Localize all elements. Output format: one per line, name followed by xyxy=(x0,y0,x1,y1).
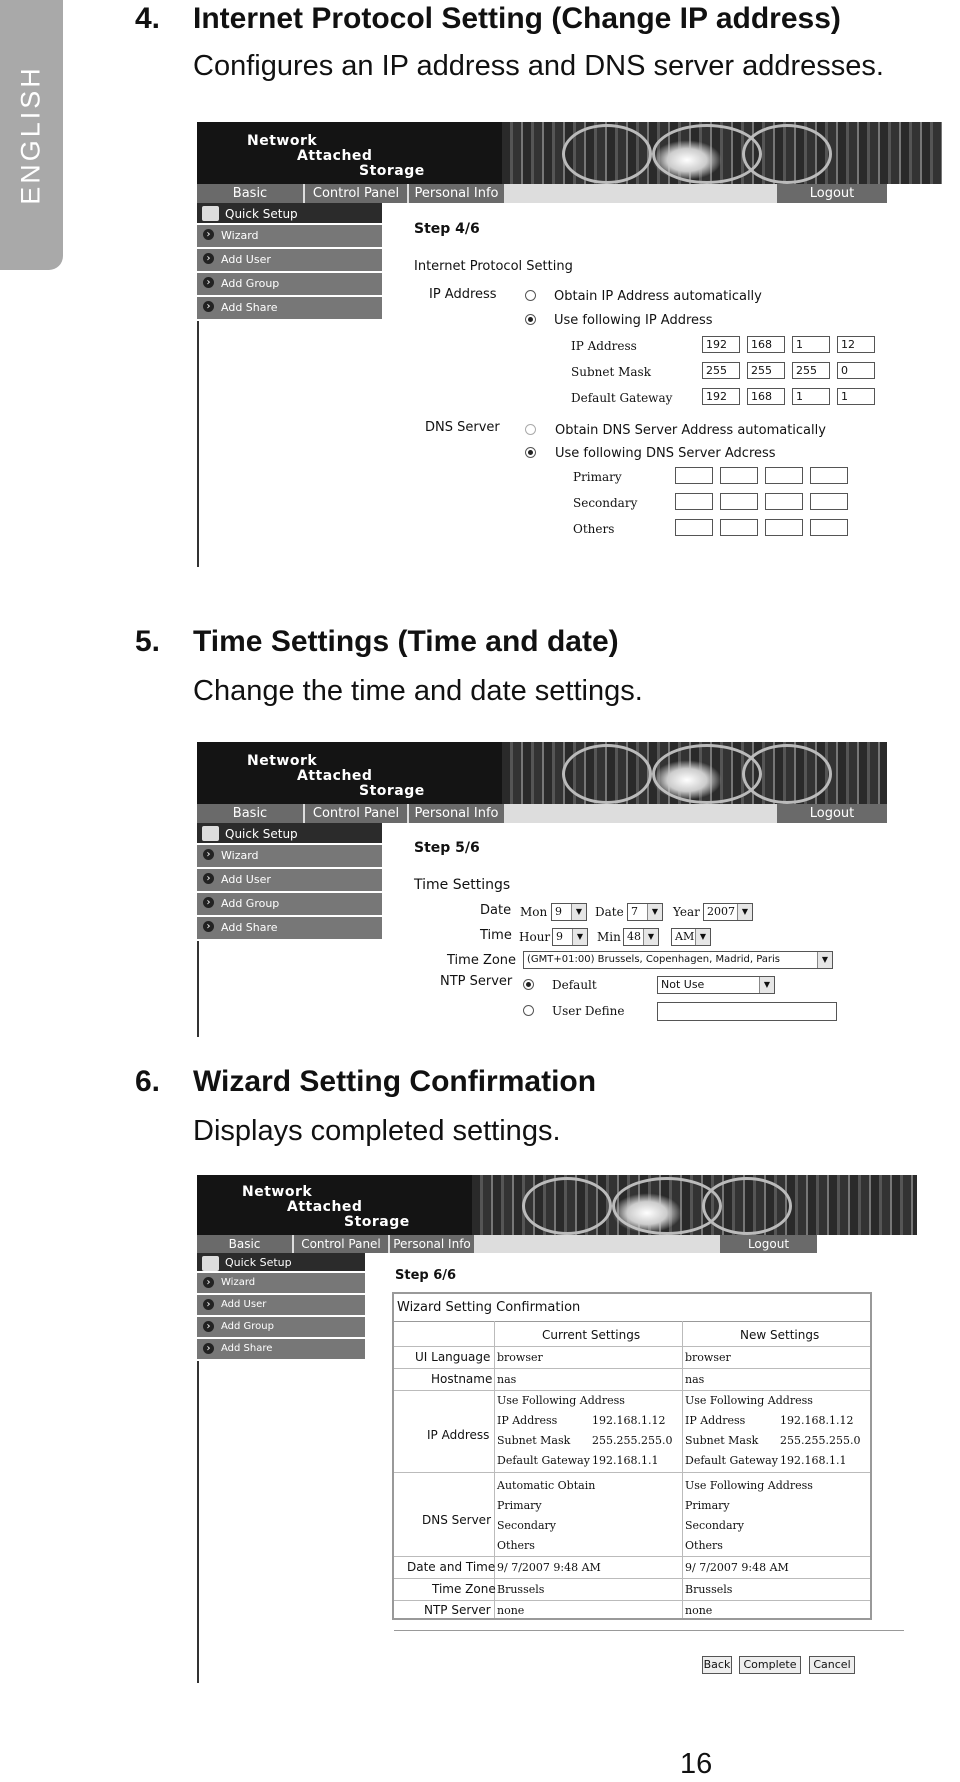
tab-control-panel[interactable]: Control Panel xyxy=(305,804,409,823)
tab-personal-info[interactable]: Personal Info xyxy=(409,184,506,203)
ip-octet-1[interactable]: 192 xyxy=(702,336,740,353)
new-settings-header: New Settings xyxy=(740,1328,820,1342)
ntp-default-value: Not Use xyxy=(661,978,705,991)
logout-button[interactable]: Logout xyxy=(777,184,887,203)
dns-auto-label: Obtain DNS Server Address automatically xyxy=(555,423,826,438)
ampm-select[interactable] xyxy=(671,928,711,946)
step-indicator: Step 5/6 xyxy=(414,840,480,856)
chevron-down-icon: ▼ xyxy=(737,904,752,920)
ip-row-current: 192.168.1.12 xyxy=(592,1414,666,1427)
subnet-row-current: 255.255.255.0 xyxy=(592,1434,673,1447)
ip-address-label: IP Address xyxy=(429,287,497,302)
sidebar xyxy=(197,203,382,321)
ip-octet-4[interactable]: 12 xyxy=(837,336,875,353)
day-select[interactable] xyxy=(627,903,663,921)
ip-auto-label: Obtain IP Address automatically xyxy=(554,289,762,304)
quick-setup-label: Quick Setup xyxy=(225,1256,292,1269)
ampm-value: AM xyxy=(675,930,695,943)
nas-banner xyxy=(197,742,887,804)
section-title-text: Time Settings (Time and date) xyxy=(193,625,619,658)
section-number: 4. xyxy=(135,2,161,35)
ui-language-new: browser xyxy=(685,1351,731,1364)
dns-secondary-current: Secondary xyxy=(497,1519,556,1532)
chevron-down-icon: ▼ xyxy=(759,977,774,993)
sidebar-item-wizard[interactable]: › Wizard xyxy=(197,225,382,249)
logo-line-2: Attached xyxy=(287,1199,363,1215)
chevron-down-icon: ▼ xyxy=(572,929,587,945)
logo-line-2: Attached xyxy=(297,148,373,164)
minute-value: 48 xyxy=(627,930,641,943)
section-6-description: Displays completed settings. xyxy=(193,1115,561,1147)
section-5-title xyxy=(135,625,619,659)
dns-secondary-label: Secondary xyxy=(573,496,638,510)
section-title-text: Internet Protocol Setting (Change IP address) xyxy=(193,2,841,35)
dns-others-octet-2[interactable] xyxy=(720,519,758,536)
nav-bar xyxy=(197,804,887,823)
hour-label: Hour xyxy=(519,930,551,944)
quick-setup-label: Quick Setup xyxy=(225,827,298,841)
tab-basic[interactable]: Basic xyxy=(197,184,305,203)
time-zone-current: Brussels xyxy=(497,1583,545,1596)
sidebar-item-add-group[interactable]: › Add Group xyxy=(197,1317,365,1339)
tab-control-panel[interactable]: Control Panel xyxy=(305,184,409,203)
year-value: 2007 xyxy=(707,905,735,918)
logo-line-1: Network xyxy=(247,133,318,149)
year-select[interactable] xyxy=(703,903,753,921)
language-label: ENGLISH xyxy=(15,65,46,205)
time-zone-select[interactable] xyxy=(523,951,833,969)
gateway-field-label: Default Gateway xyxy=(571,391,673,405)
current-settings-header: Current Settings xyxy=(542,1328,641,1342)
date-time-new: 9/ 7/2007 9:48 AM xyxy=(685,1561,789,1574)
subnet-row-new-label: Subnet Mask xyxy=(685,1434,759,1447)
tab-basic[interactable]: Basic xyxy=(197,804,305,823)
dns-server-label: DNS Server xyxy=(425,420,500,435)
sidebar-item-add-group[interactable]: › Add Group xyxy=(197,893,382,917)
day-label: Date xyxy=(595,905,624,919)
section-6-title xyxy=(135,1065,596,1099)
quick-setup-item[interactable] xyxy=(197,1253,365,1273)
sidebar-item-add-share[interactable]: › Add Share xyxy=(197,297,382,321)
gateway-row-new: 192.168.1.1 xyxy=(780,1454,847,1467)
logo-line-3: Storage xyxy=(359,783,425,799)
time-zone-label: Time Zone xyxy=(447,953,517,968)
ntp-user-define-input[interactable] xyxy=(657,1002,837,1021)
banner-artwork xyxy=(502,742,887,804)
dns-mode-new: Use Following Address xyxy=(685,1479,813,1492)
ip-setting-screenshot xyxy=(197,122,942,567)
hour-value: 9 xyxy=(556,930,563,943)
ip-row-label: IP Address xyxy=(497,1414,558,1427)
section-5-description: Change the time and date settings. xyxy=(193,675,643,707)
step-indicator: Step 4/6 xyxy=(414,221,480,237)
subnet-octet-1[interactable]: 255 xyxy=(702,362,740,379)
ntp-server-current: none xyxy=(497,1604,525,1617)
day-value: 7 xyxy=(631,905,638,918)
month-select[interactable] xyxy=(551,903,587,921)
dns-others-new: Others xyxy=(685,1539,723,1552)
logo-line-1: Network xyxy=(242,1184,313,1200)
time-zone-label: Time Zone xyxy=(432,1582,496,1596)
dns-server-label: DNS Server xyxy=(422,1513,491,1527)
logo-line-3: Storage xyxy=(359,163,425,179)
ip-field-label: IP Address xyxy=(571,339,637,353)
dns-primary-new: Primary xyxy=(685,1499,730,1512)
wizard-confirmation-screenshot xyxy=(197,1175,917,1683)
time-label: Time xyxy=(480,928,512,943)
time-settings-screenshot xyxy=(197,742,887,1037)
ntp-default-label: Default xyxy=(552,978,597,992)
logout-button[interactable]: Logout xyxy=(720,1235,817,1253)
ntp-server-label: NTP Server xyxy=(424,1603,491,1617)
hostname-label: Hostname xyxy=(431,1372,493,1386)
quick-setup-icon xyxy=(202,1256,219,1271)
logo-line-3: Storage xyxy=(344,1214,410,1230)
table-heading: Wizard Setting Confirmation xyxy=(397,1300,581,1315)
chevron-down-icon: ▼ xyxy=(817,952,832,968)
date-time-label: Date and Time xyxy=(407,1560,496,1574)
date-time-current: 9/ 7/2007 9:48 AM xyxy=(497,1561,601,1574)
sidebar xyxy=(197,823,382,941)
tab-personal-info[interactable]: Personal Info xyxy=(409,804,506,823)
dns-secondary-octet-4[interactable] xyxy=(810,493,848,510)
dns-manual-radio[interactable] xyxy=(525,447,536,458)
nav-bar xyxy=(197,1235,817,1253)
nas-banner xyxy=(197,1175,917,1235)
ntp-server-new: none xyxy=(685,1604,713,1617)
section-title-text: Wizard Setting Confirmation xyxy=(193,1065,597,1098)
dns-primary-label: Primary xyxy=(573,470,622,484)
ip-address-label: IP Address xyxy=(427,1428,490,1442)
gateway-row-label: Default Gateway xyxy=(497,1454,590,1467)
dns-secondary-octet-3[interactable] xyxy=(765,493,803,510)
logout-button[interactable]: Logout xyxy=(777,804,887,823)
dns-others-current: Others xyxy=(497,1539,535,1552)
ip-auto-radio[interactable] xyxy=(525,290,536,301)
sidebar-item-add-group[interactable]: › Add Group xyxy=(197,273,382,297)
sidebar-item-wizard[interactable]: › Wizard xyxy=(197,845,382,869)
sidebar-item-add-share[interactable]: › Add Share xyxy=(197,1339,365,1361)
hostname-new: nas xyxy=(685,1373,705,1386)
ntp-default-select[interactable] xyxy=(657,976,775,994)
hostname-current: nas xyxy=(497,1373,517,1386)
form-heading: Internet Protocol Setting xyxy=(414,259,573,274)
month-label: Mon xyxy=(520,905,548,919)
quick-setup-label: Quick Setup xyxy=(225,207,298,221)
dns-others-octet-1[interactable] xyxy=(675,519,713,536)
nav-bar xyxy=(197,184,887,203)
time-zone-new: Brussels xyxy=(685,1583,733,1596)
banner-artwork xyxy=(472,1175,917,1235)
logo-line-1: Network xyxy=(247,753,318,769)
hour-select[interactable] xyxy=(552,928,588,946)
dns-others-label: Others xyxy=(573,522,615,536)
form-heading: Time Settings xyxy=(414,877,511,893)
ip-octet-3[interactable]: 1 xyxy=(792,336,830,353)
sidebar-item-add-user[interactable]: › Add User xyxy=(197,869,382,893)
sidebar xyxy=(197,1253,365,1361)
chevron-down-icon: ▼ xyxy=(643,929,658,945)
banner-artwork xyxy=(502,122,942,184)
section-number: 5. xyxy=(135,625,161,658)
tab-basic[interactable]: Basic xyxy=(197,1235,294,1253)
ip-mode-current: Use Following Address xyxy=(497,1394,625,1407)
time-zone-value: (GMT+01:00) Brussels, Copenhagen, Madrid, Paris xyxy=(527,954,780,965)
sidebar-item-add-user[interactable]: › Add User xyxy=(197,1295,365,1317)
ip-manual-label: Use following IP Address xyxy=(554,313,713,328)
ntp-user-define-label: User Define xyxy=(552,1004,625,1018)
sidebar-item-add-user[interactable]: › Add User xyxy=(197,249,382,273)
back-button[interactable]: Back xyxy=(702,1656,732,1674)
dns-mode-current: Automatic Obtain xyxy=(497,1479,596,1492)
month-value: 9 xyxy=(555,905,562,918)
dns-others-octet-4[interactable] xyxy=(810,519,848,536)
minute-label: Min xyxy=(597,930,621,944)
section-number: 6. xyxy=(135,1065,161,1098)
quick-setup-icon xyxy=(202,206,219,221)
cancel-button[interactable]: Cancel xyxy=(809,1656,855,1674)
dns-primary-octet-2[interactable] xyxy=(720,467,758,484)
sidebar-item-add-share[interactable]: › Add Share xyxy=(197,917,382,941)
subnet-octet-2[interactable]: 255 xyxy=(747,362,785,379)
gateway-octet-1[interactable]: 192 xyxy=(702,388,740,405)
ip-manual-radio[interactable] xyxy=(525,314,536,325)
section-4-description: Configures an IP address and DNS server addresses. xyxy=(193,50,884,82)
complete-button[interactable]: Complete xyxy=(739,1656,801,1674)
subnet-row-label: Subnet Mask xyxy=(497,1434,571,1447)
sidebar-item-wizard[interactable]: › Wizard xyxy=(197,1273,365,1295)
ui-language-current: browser xyxy=(497,1351,543,1364)
step-indicator: Step 6/6 xyxy=(395,1268,457,1283)
gateway-row-current: 192.168.1.1 xyxy=(592,1454,659,1467)
gateway-octet-4[interactable]: 1 xyxy=(837,388,875,405)
dns-primary-octet-3[interactable] xyxy=(765,467,803,484)
ip-row-new: 192.168.1.12 xyxy=(780,1414,854,1427)
ip-octet-2[interactable]: 168 xyxy=(747,336,785,353)
tab-control-panel[interactable]: Control Panel xyxy=(294,1235,390,1253)
dns-secondary-octet-2[interactable] xyxy=(720,493,758,510)
ip-mode-new: Use Following Address xyxy=(685,1394,813,1407)
subnet-octet-4[interactable]: 0 xyxy=(837,362,875,379)
chevron-down-icon: ▼ xyxy=(695,929,710,945)
tab-personal-info[interactable]: Personal Info xyxy=(390,1235,476,1253)
dns-primary-current: Primary xyxy=(497,1499,542,1512)
ntp-default-radio[interactable] xyxy=(523,979,534,990)
gateway-row-new-label: Default Gateway xyxy=(685,1454,778,1467)
ui-language-label: UI Language xyxy=(415,1350,491,1364)
subnet-row-new: 255.255.255.0 xyxy=(780,1434,861,1447)
dns-auto-radio[interactable] xyxy=(525,424,536,435)
subnet-octet-3[interactable]: 255 xyxy=(792,362,830,379)
language-side-tab xyxy=(0,0,63,270)
dns-primary-octet-4[interactable] xyxy=(810,467,848,484)
ntp-user-define-radio[interactable] xyxy=(523,1005,534,1016)
dns-primary-octet-1[interactable] xyxy=(675,467,713,484)
quick-setup-icon xyxy=(202,826,219,841)
nas-banner xyxy=(197,122,942,184)
date-label: Date xyxy=(480,903,512,918)
chevron-down-icon: ▼ xyxy=(647,904,662,920)
subnet-field-label: Subnet Mask xyxy=(571,365,651,379)
quick-setup-item[interactable] xyxy=(197,203,382,225)
gateway-octet-2[interactable]: 168 xyxy=(747,388,785,405)
ip-row-new-label: IP Address xyxy=(685,1414,746,1427)
quick-setup-item[interactable] xyxy=(197,823,382,845)
minute-select[interactable] xyxy=(623,928,659,946)
logo-line-2: Attached xyxy=(297,768,373,784)
section-4-title xyxy=(135,2,841,36)
ntp-server-label: NTP Server xyxy=(440,974,513,989)
dns-secondary-octet-1[interactable] xyxy=(675,493,713,510)
page-number: 16 xyxy=(680,1748,713,1780)
dns-secondary-new: Secondary xyxy=(685,1519,744,1532)
gateway-octet-3[interactable]: 1 xyxy=(792,388,830,405)
dns-manual-label: Use following DNS Server Adcress xyxy=(555,446,776,461)
dns-others-octet-3[interactable] xyxy=(765,519,803,536)
year-label: Year xyxy=(673,905,700,919)
chevron-down-icon: ▼ xyxy=(571,904,586,920)
